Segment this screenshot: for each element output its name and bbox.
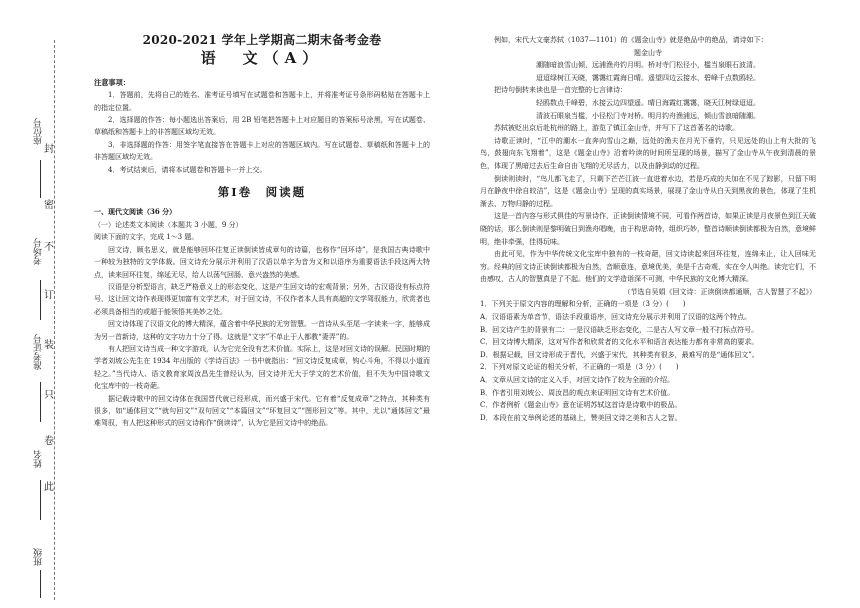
passage-paragraph: 回文诗体现了汉语文化的博大精深，蕴含着中华民族的无穷智慧。一首诗从头至尾一字读来一字，能够成为另一首新诗，这种的文字功力十分了得。这就是“文字”不单止于人都教“妻弄”的。 bbox=[94, 320, 430, 341]
poem-line: 潮随暗浪雪山倾，远浦渔舟钓月明。桥对寺门松径小，槛当泉眼石波清。 bbox=[536, 61, 760, 70]
seal-char: 密 bbox=[44, 200, 54, 211]
question-option: A．汉语语素为单音节，语法手段重语序，回文诗充分展示并利用了汉语的这两个特点。 bbox=[480, 313, 752, 322]
question-option: C．回文诗博大精深，这对写作者和欣赏者的文化水平和语言表达能力都有非常高的要求。 bbox=[480, 338, 759, 347]
binding-field-seat: 座位号 bbox=[34, 118, 44, 145]
passage-paragraph: 汉语是分析型语言，缺乏严格意义上的形态变化，这是产生回文诗的宏观背景；另外，古汉语没有标点符号，这让回文诗作表现得更加富有文学艺术，对于回文诗，不仅作者本人具有高超的文学驾驭能力，欣赏者也必须具备相当的或超于能领悟其美妙之处。 bbox=[94, 282, 430, 316]
passage-paragraph: 苏轼被贬出京后赴杭州的路上，游览了镇江金山寺，并写下了这首著名的诗歌。 bbox=[494, 124, 739, 133]
notice-item: 1．答题前，先将自己的姓名、准考证号填写在试题卷和答题卡上，并将准考证号条形码粘贴在答题卡上的指定位置。 bbox=[94, 91, 430, 112]
question-option: B．回文诗产生的背景有二：一是汉语缺乏形态变化，二是古人写文章一般不打标点符号。 bbox=[480, 325, 759, 334]
binding-fill-line bbox=[40, 160, 41, 198]
question-option: D．根据记载，回文诗形成于晋代，兴盛于宋代，其种类有很多，最难写的是“通体回文”。 bbox=[480, 350, 759, 359]
poem-line: 迢迢绿树江天晓，霭霭红霞海日晴。遥望四边云接水，碧峰千点数鸥轻。 bbox=[536, 73, 760, 82]
binding-field-name: 姓名 bbox=[34, 450, 44, 468]
passage-paragraph: 回文诗，顾名思义，就是能够回环往复正读倒读皆成章句的诗篇，也称作“回环诗”，是我国古典诗歌中一种较为独特的文学体裁。回文诗充分展示并利用了汉语以单字为音为义和以语序为重要语法手段这两大特点，读来回环往复，绵延无尽，给人以荡气回肠、意兴盎然的美感。 bbox=[94, 245, 430, 279]
binding-fill-line bbox=[40, 280, 41, 320]
binding-dashed-line bbox=[54, 40, 55, 600]
poem-line: 轻鸥数点千峰碧，水接云边四望遥。晴日海霞红霭霭，晓天江树绿迢迢。 bbox=[536, 98, 760, 107]
passage-paragraph: 倒读则读时，“鸟儿都飞走了，只剩下芒芒江波一直进着水边，若是巧成的夫加在不见了踪影，只留下明月在静夜中徐自皎洁”，这是《题金山寺》呈现的真实场景，展现了金山寺从白天到黑夜的景色，体现了生机渐去、万物归静的过程。 bbox=[480, 174, 816, 208]
seal-char: 封 bbox=[44, 144, 54, 155]
question-option: C．作者例析《题金山寺》意在证明苏轼这首诗是诗歌中的极品。 bbox=[480, 401, 682, 410]
reading-instruction: 阅读下面的文字，完成 1～3 题。 bbox=[94, 233, 199, 242]
question-stem: 2．下列对原文论证的相关分析，不正确的一项是（3 分）( ) bbox=[480, 363, 679, 372]
passage-paragraph: 诗歌正读时，“江中的潮水一直奔向雪山之巅，远处的渔夫在月光下垂钓，只见远处的山上有大批的飞鸟，鼓翅向东飞翔着”，这是《题金山寺》沿着吟读的时间所呈现的场景，描写了金山寺从午夜到清晨的景色，体现了黑暗过去后生命自由飞翔的无尽活力，以及由静到动的过程。 bbox=[480, 136, 816, 170]
notice-heading: 注意事项： bbox=[94, 77, 130, 87]
seal-char: 此 bbox=[44, 482, 54, 493]
notice-item: 3．非选择题的作答：用签字笔直接答在答题卡上对应的答题区域内。写在试题卷、草稿纸和答题卡上的非答题区域均无效。 bbox=[94, 140, 430, 162]
question-option: D．本段在前文举例论述的基础上，赞美回文诗之美和古人之智。 bbox=[480, 413, 682, 422]
passage-source: （节选自吴娟《回文诗：正读倒读都通顺，古人智慧了不起》） bbox=[623, 287, 816, 296]
passage-paragraph: 由此可见，作为中华传统文化宝库中独有的一枝奇葩，回文诗读起来回环往复，连绵未止，让人回味无穷。经典的回文诗正读倒读都极为自然，音顺意连，意境优美，美是千古奇观，实在令人叫绝。读完它们，不由感叹，古人的智慧真是了不起。他们的文学造诣深不可测，中华民族的文化博大精深。 bbox=[480, 250, 816, 284]
section-heading: 一、现代文阅读（36 分） bbox=[94, 207, 177, 217]
subject-title: 语 文（A） bbox=[200, 49, 324, 68]
seal-char: 装 bbox=[44, 340, 54, 351]
notice-item: 4．考试结束后，请将本试题卷和答题卡一并上交。 bbox=[108, 165, 267, 174]
binding-field-ticket: 准考证号 bbox=[34, 334, 44, 370]
binding-field-room: 考场号 bbox=[34, 238, 44, 265]
question-option: B．作者引用刘坡公、周汝昌的观点来证明回文诗有艺术价值。 bbox=[480, 388, 675, 397]
passage-paragraph: 例如，宋代大文豪苏轼（1037—1101）的《题金山寺》就是绝品中的绝品，请诗如下： bbox=[494, 36, 768, 44]
question-stem: 1．下列关于原文内容的理解和分析，正确的一项是（3 分）( ) bbox=[480, 300, 686, 309]
question-option: A．文章从回文诗的定义入手，对回文诗作了较为全面的介绍。 bbox=[480, 376, 675, 385]
passage-paragraph: 据记载诗歌中的回文诗体在我国晋代就已经形成，而兴盛于宋代。它有着“反复成章”之特点，其种类有很多，如“通体回文”“就句回文”“双句回文”“本篇回文”“环复回文”“图形回文”等。其中，尤以“通体回文”最难驾驭，有人把这种形式的回文诗称作“倒读诗”，认为它是回文诗中的绝品。 bbox=[94, 394, 430, 428]
seal-char: 卷 bbox=[44, 436, 54, 447]
passage-paragraph: 这是一首内容与形式俱佳的写景诗作，正读倒读情境不同，可看作两首诗，如果正读是月夜景色到江天破晓的话，那么倒读则是黎明破日到渔舟唱晚，由于构思奇特，组织巧妙，整首诗顺读倒读都极为自然，意境鲜明，绝非牵强，佳得玩味。 bbox=[480, 212, 816, 246]
binding-fill-line bbox=[40, 480, 41, 520]
seal-char: 只 bbox=[44, 390, 54, 401]
passage-paragraph: 有人把回文诗当成一种文字游戏，认为它完全没有艺术价值。实际上，这是对回文诗的误解。民国时期的学者刘坡公先生在 1934 年出版的《学诗百法》一书中就指出：“回文诗反复成章，钩心斗角，不得以小道而轻之。”当代诗人、语文教育家周汝昌先生曾经认为，回文诗并无大于学文的艺术价值，但不失为中国诗歌文化宝库中的一枝奇葩。 bbox=[94, 344, 430, 391]
seal-char: 不 bbox=[44, 242, 54, 253]
binding-field-class: 班级 bbox=[34, 548, 44, 566]
seal-char: 订 bbox=[44, 290, 54, 301]
notice-item: 2．选择题的作答：每小题选出答案后，用 2B 铅笔把答题卡上对应题目的答案标号涂黑，写在试题卷、草稿纸和答题卡上的非答题区域均无效。 bbox=[94, 116, 430, 137]
poem-title: 题金山寺 bbox=[634, 48, 662, 57]
subsection-heading: （一）论述类文本阅读（本题共 3 小题，9 分） bbox=[94, 220, 243, 229]
binding-fill-line bbox=[40, 570, 41, 598]
poem-line: 清波石眼泉当槛，小径松门寺对桥。明月钓舟渔浦远，倾山雪浪暗随潮。 bbox=[536, 111, 760, 120]
binding-fill-line bbox=[40, 382, 41, 422]
passage-paragraph: 把诗句倒转来读也是一首完整的七言律诗： bbox=[494, 86, 627, 95]
part-title: 第Ⅰ卷 阅读题 bbox=[217, 185, 307, 200]
right-column bbox=[480, 34, 816, 424]
left-column bbox=[94, 34, 430, 430]
exam-title: 2020-2021 学年上学期高二期末备考金卷 bbox=[142, 33, 382, 47]
